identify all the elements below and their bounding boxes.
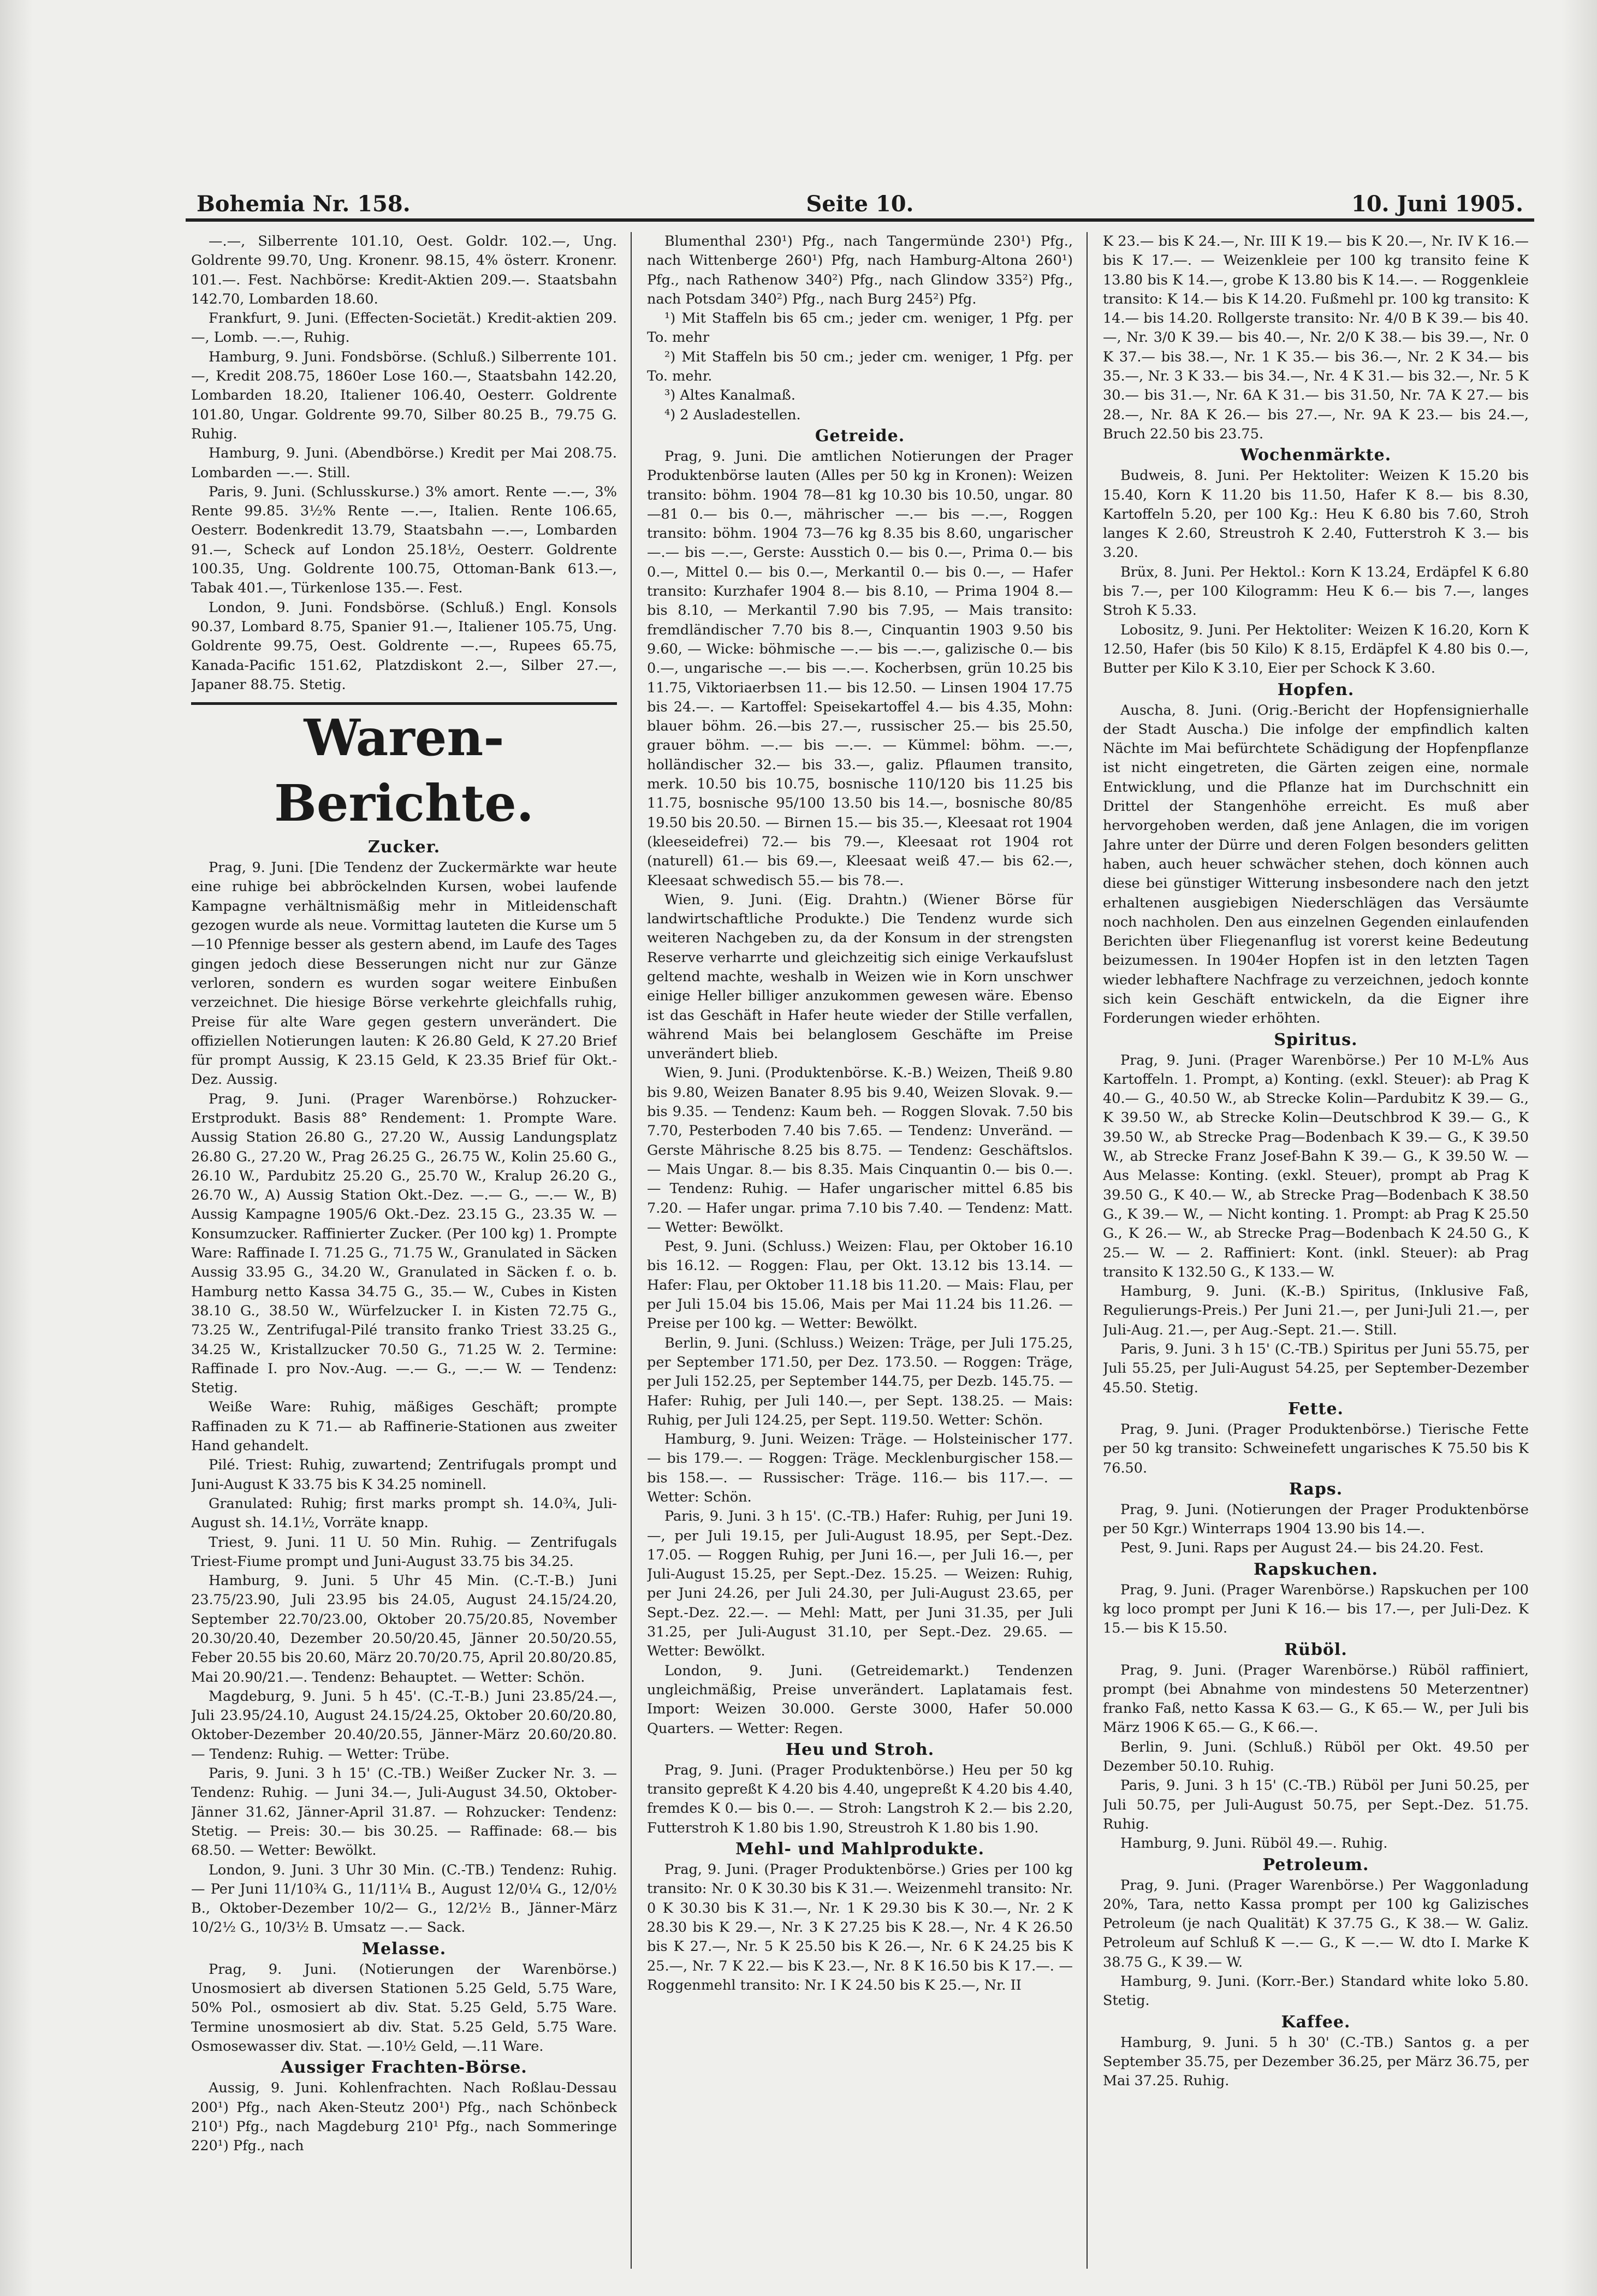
paragraph: Frankfurt, 9. Juni. (Effecten-Societät.) Kredit-aktien 209.—, Lomb. —.—, Ruhig.: [191, 310, 617, 346]
paragraph: Paris, 9. Juni. 3 h 15' (C.-TB.) Spiritus per Juni 55.75, per Juli 55.25, per Juli-August 54.25, per September-Dezember 45.50. Stetig.: [1103, 1341, 1529, 1396]
section-heading: Heu und Stroh.: [785, 1740, 935, 1759]
paragraph: Prag, 9. Juni. (Prager Warenbörse.) Rüböl raffiniert, prompt (bei Abnahme von mindestens 50 Meterzentner) franko Faß, netto Kassa K 63.— G., K 65.— W., per Juli bis März 1906 K 65.— G., K 66.—.: [1103, 1662, 1529, 1736]
paragraph: Pest, 9. Juni. (Schluss.) Weizen: Flau, per Oktober 16.10 bis 16.12. — Roggen: Flau, per Okt. 13.12 bis 13.14. — Hafer: Flau, per Oktober 11.18 bis 11.20. — Mais: Flau, per per Juli 15.04 bis 15.06, Mais per Mai 11.24 bis 11.26. — Preise per 100 kg. — Wetter: Bewölkt.: [647, 1238, 1073, 1332]
footnote: ⁴) 2 Ausladestellen.: [664, 406, 801, 423]
column-2: [647, 232, 1073, 2269]
section-heading: Hopfen.: [1277, 680, 1355, 699]
column-1: [191, 232, 617, 2269]
paragraph: Prag, 9. Juni. (Notierungen der Warenbörse.) Unosmosiert ab diversen Stationen 5.25 Geld, 5.75 Ware, 50% Pol., osmosiert ab div. Stat. 5.25 Geld, 5.75 Ware. Termine unosmosiert ab div. Stat. 5.25 Geld, 5.75 Ware. Osmosewasser div. Stat. —.10½ Geld, —.11 Ware.: [191, 1961, 617, 2055]
paragraph: Wien, 9. Juni. (Produktenbörse. K.-B.) Weizen, Theiß 9.80 bis 9.80, Weizen Banater 8.95 bis 9.40, Weizen Slovak. 9.— bis 9.35. — Tendenz: Kaum beh. — Roggen Slovak. 7.50 bis 7.70, Pesterboden 7.40 bis 7.65. — Tendenz: Unveränd. — Gerste Mährische 8.25 bis 8.75. — Tendenz: Geschäftslos. — Mais Ungar. 8.— bis 8.35. Mais Cinquantin 0.— bis 0.—. — Tendenz: Ruhig. — Hafer ungarischer mittel 6.85 bis 7.20. — Hafer ungar. prima 7.10 bis 7.40. — Tendenz: Matt. — Wetter: Bewölkt.: [647, 1065, 1073, 1236]
paragraph: Paris, 9. Juni. (Schlusskurse.) 3% amort. Rente —.—, 3% Rente 99.85. 3½% Rente —.—, Italien. Rente 106.65, Oesterr. Bodenkredit 13.79, Staatsbahn —.—, Lombarden 91.—, Scheck auf London 25.18½, Oesterr. Goldrente 100.35, Ung. Goldrente 100.75, Ottoman-Bank 613.—, Tabak 401.—, Türkenlose 135.—. Fest.: [191, 483, 617, 597]
paragraph: Berlin, 9. Juni. (Schluß.) Rüböl per Okt. 49.50 per Dezember 50.10. Ruhig.: [1103, 1739, 1529, 1775]
paragraph: Aussig, 9. Juni. Kohlenfrachten. Nach Roßlau-Dessau 200¹) Pfg., nach Aken-Steutz 200¹) Pfg., nach Schönbeck 210¹) Pfg., nach Magdeburg 210¹ Pfg., nach Sommeringe 220¹) Pfg., nach: [191, 2080, 617, 2155]
paragraph: Hamburg, 9. Juni. (K.-B.) Spiritus, (Inklusive Faß, Regulierungs-Preis.) Per Juni 21.—, per Juni-Juli 21.—, per Juli-Aug. 21.—, per Aug.-Sept. 21.—. Still.: [1103, 1283, 1529, 1338]
column-3: [1103, 232, 1529, 2269]
paragraph: Hamburg, 9. Juni. Weizen: Träge. — Holsteinischer 177.— bis 179.—. — Roggen: Träge. Mecklenburgischer 158.— bis 158.—. — Russischer: Träge. 116.— bis 117.—. — Wetter: Schön.: [647, 1431, 1073, 1505]
paragraph: Berlin, 9. Juni. (Schluss.) Weizen: Träge, per Juli 175.25, per September 171.50, per Dez. 173.50. — Roggen: Träge, per Juli 152.25, per September 144.75, per Dezb. 145.75. — Hafer: Ruhig, per Juli 140.—, per Sept. 138.25. — Mais: Ruhig, per Juli 124.25, per Sept. 119.50. Wetter: Schön.: [647, 1334, 1073, 1428]
paragraph: Prag, 9. Juni. (Notierungen der Prager Produktenbörse per 50 Kgr.) Winterraps 1904 13.90 bis 14.—.: [1103, 1501, 1529, 1538]
paragraph: Weiße Ware: Ruhig, mäßiges Geschäft; prompte Raffinaden zu K 71.— ab Raffinerie-Stationen aus zweiter Hand gehandelt.: [191, 1399, 617, 1455]
paragraph: Prag, 9. Juni. (Prager Warenbörse.) Rohzucker-Erstprodukt. Basis 88° Rendement: 1. Prompte Ware. Aussig Station 26.80 G., 27.20 W., Aussig Landungsplatz 26.80 G., 27.20 W., Prag 26.25 G., 26.75 W., Kolin 25.60 G., 26.10 W., Pardubitz 25.20 G., 25.70 W., Kralup 26.20 G., 26.70 W., A) Aussig Station Okt.-Dez. —.— G., —.— W., B) Aussig Kampagne 1905/6 Okt.-Dez. 23.15 G., 23.35 W. — Konsumzucker. Raffinierter Zucker. (Per 100 kg) 1. Prompte Ware: Raffinade I. 71.25 G., 71.75 W., Granulated in Säcken Aussig 33.95 G., 34.20 W., Granulated in Säcken f. o. b. Hamburg netto Kassa 34.75 G., 35.— W., Cubes in Kisten 38.10 G., 38.50 W., Würfelzucker I. in Kisten 72.75 G., 73.25 W., Zentrifugal-Pilé transito franko Triest 33.25 G., 34.25 W., Kristallzucker 70.50 G., 71.25 W. 2. Termine: Raffinade I. pro Nov.-Aug. —.— G., —.— W. — Tendenz: Stetig.: [191, 1090, 617, 1397]
page-number: Seite 10.: [806, 191, 914, 217]
section-heading: Rüböl.: [1284, 1640, 1347, 1659]
paragraph: Hamburg, 9. Juni. (Abendbörse.) Kredit per Mai 208.75. Lombarden —.—. Still.: [191, 445, 617, 481]
section-heading: Mehl- und Mahlprodukte.: [735, 1840, 985, 1859]
paragraph: Auscha, 8. Juni. (Orig.-Bericht der Hopfensignierhalle der Stadt Auscha.) Die infolge der empfindlich kalten Nächte im Mai befürchtete Schädigung der Hopfenpflanze ist nicht eingetreten, die Gärten zeigen eine, normale Entwicklung, und die Pflanze hat im Durchschnitt ein Drittel der Stangenhöhe erreicht. Es muß aber hervorgehoben werden, daß jene Anlagen, die im vorigen Jahre unter der Dürre und deren Folgen besonders gelitten haben, auch heuer schwächer stehen, doch können auch diese bei günstiger Witterung insbesondere nach den jetzt erhaltenen ausgiebigen Niederschlägen das Versäumte noch nachholen. Den aus einzelnen Gegenden einlaufenden Berichten über Fliegenanflug ist vorerst keine Bedeutung beizumessen. In 1904er Hopfen ist in den letzten Tagen wieder lebhaftere Nachfrage zu verzeichnen, jedoch konnte sich kein Geschäft entwickeln, da die Eigner ihre Forderungen wieder erhöhten.: [1103, 702, 1529, 1027]
paragraph: Pilé. Triest: Ruhig, zuwartend; Zentrifugals prompt und Juni-August K 33.75 bis K 34.25 nominell.: [191, 1457, 617, 1493]
section-heading: Spiritus.: [1274, 1030, 1358, 1049]
paragraph: Hamburg, 9. Juni. Fondsbörse. (Schluß.) Silberrente 101.—, Kredit 208.75, 1860er Lose 160.—, Staatsbahn 142.20, Lombarden 18.20, Italiener 106.40, Oesterr. Goldrente 101.80, Ungar. Goldrente 99.70, Silber 80.25 B., 79.75 G. Ruhig.: [191, 348, 617, 442]
paragraph: London, 9. Juni. (Getreidemarkt.) Tendenzen ungleichmäßig, Preise unverändert. Laplatamais fest. Import: Weizen 30.000. Gerste 3000, Hafer 50.000 Quarters. — Wetter: Regen.: [647, 1662, 1073, 1737]
column-rule: [1087, 232, 1088, 2269]
paragraph: Hamburg, 9. Juni. Rüböl 49.—. Ruhig.: [1120, 1835, 1388, 1852]
paragraph: Prag, 9. Juni. (Prager Warenbörse.) Per Waggonladung 20%, Tara, netto Kassa prompt per 100 kg Galizisches Petroleum (je nach Qualität) K 37.75 G., K 38.— W. Galiz. Petroleum auf Schluß K —.— G., K —.— W. dto I. Marke K 38.75 G., K 39.— W.: [1103, 1877, 1529, 1971]
section-heading: Rapskuchen.: [1254, 1559, 1378, 1579]
paragraph: Prag, 9. Juni. [Die Tendenz der Zuckermärkte war heute eine ruhige bei abbröckelnden Kursen, wobei laufende Kampagne verhältnismäßig mehr in Mitleidenschaft gezogen wurde als neue. Vormittag lauteten die Kurse um 5—10 Pfennige besser als gestern abend, im Laufe des Tages gingen jedoch diese Besserungen nicht nur zur Gänze verloren, sondern es wurden sogar weitere Einbußen verzeichnet. Die hiesige Börse verkehrte gleichfalls ruhig, Preise für alte Ware gegen gestern unverändert. Die offiziellen Notierungen lauten: K 26.80 Geld, K 27.20 Brief für prompt Aussig, K 23.15 Geld, K 23.35 Brief für Okt.-Dez. Aussig.: [191, 859, 617, 1088]
section-headline: Waren-Berichte.: [191, 702, 617, 836]
paragraph: —.—, Silberrente 101.10, Oest. Goldr. 102.—, Ung. Goldrente 99.70, Ung. Kronenr. 98.15, 4% österr. Kronenr. 101.—. Fest. Nachbörse: Kredit-Aktien 209.—. Staatsbahn 142.70, Lombarden 18.60.: [191, 233, 617, 307]
paragraph: Blumenthal 230¹) Pfg., nach Tangermünde 230¹) Pfg., nach Wittenberge 260¹) Pfg, nach Hamburg-Altona 260¹) Pfg., nach Rathenow 340²) Pfg., nach Glindow 335²) Pfg., nach Potsdam 340²) Pfg., nach Burg 245²) Pfg.: [647, 233, 1073, 307]
section-heading: Aussiger Frachten-Börse.: [281, 2058, 527, 2078]
paragraph: Budweis, 8. Juni. Per Hektoliter: Weizen K 15.20 bis 15.40, Korn K 11.20 bis 11.50, Hafer K 8.— bis 8.30, Kartoffeln 5.20, per 100 Kg.: Heu K 6.80 bis 7.60, Stroh langes K 2.60, Streustroh K 2.40, Futterstroh K 3.— bis 3.20.: [1103, 467, 1529, 561]
footnote: ²) Mit Staffeln bis 50 cm.; jeder cm. weniger, 1 Pfg. per To. mehr.: [647, 348, 1073, 385]
paragraph: Prag, 9. Juni. (Prager Produktenbörse.) Tierische Fette per 50 kg transito: Schweinefett ungarisches K 75.50 bis K 76.50.: [1103, 1421, 1529, 1476]
paragraph: Prag, 9. Juni. (Prager Warenbörse.) Per 10 M-L% Aus Kartoffeln. 1. Prompt, a) Konting. (exkl. Steuer): ab Prag K 40.— G., 40.50 W., ab Strecke Kolin—Pardubitz K 39.— G., K 39.50 W., ab Strecke Kolin—Deutschbrod K 39.— G., K 39.50 W., ab Strecke Prag—Bodenbach K 39.— G., K 39.50 W., ab Strecke Franz Josef-Bahn K 39.— G., K 39.50 W. — Aus Melasse: Konting. (exkl. Steuer), prompt ab Prag K 39.50 G., K 40.— W., ab Strecke Prag—Bodenbach K 38.50 G., K 39.— W., — Nicht konting. 1. Prompt: ab Prag K 25.50 G., K 26.— W., ab Strecke Prag—Bodenbach K 24.50 G., K 25.— W. — 2. Raffiniert: Kont. (inkl. Steuer): ab Prag transito K 132.50 G., K 133.— W.: [1103, 1052, 1529, 1280]
paragraph: Brüx, 8. Juni. Per Hektol.: Korn K 13.24, Erdäpfel K 6.80 bis 7.—, per 100 Kilogramm: Heu K 6.— bis 7.—, langes Stroh K 5.33.: [1103, 563, 1529, 619]
issue-date: 10. Juni 1905.: [1351, 191, 1523, 217]
paragraph: Wien, 9. Juni. (Eig. Drahtn.) (Wiener Börse für landwirtschaftliche Produkte.) Die Tendenz wurde sich weiteren Nachgeben zu, da der Konsum in der strengsten Reserve verharrte und gleichzeitig sich einige Verkaufslust geltend machte, weshalb in Weizen wie in Korn unschwer einige Heller billiger anzukommen gewesen wäre. Ebenso ist das Geschäft in Hafer heute wieder der Stille verfallen, während Mais bei belanglosem Geschäfte im Preise unverändert blieb.: [647, 891, 1073, 1063]
paragraph: Paris, 9. Juni. 3 h 15'. (C.-TB.) Hafer: Ruhig, per Juni 19.—, per Juli 19.15, per Juli-August 18.95, per Sept.-Dez. 17.05. — Roggen Ruhig, per Juni 16.—, per Juli 16.—, per Juli-August 15.25, per Sept.-Dez. 15.25. — Weizen: Ruhig, per Juni 24.26, per Juli 24.30, per Juli-August 23.65, per Sept.-Dez. 22.—. — Mehl: Matt, per Juni 31.35, per Juli 31.25, per Juli-August 31.10, per Sept.-Dez. 29.65. — Wetter: Bewölkt.: [647, 1508, 1073, 1660]
paragraph: London, 9. Juni. Fondsbörse. (Schluß.) Engl. Konsols 90.37, Lombard 8.75, Spanier 91.—, Italiener 105.75, Ung. Goldrente 99.75, Oest. Goldrente —.—, Rupees 65.75, Kanada-Pacific 151.62, Platzdiskont 2.—, Silber 27.—, Japaner 88.75. Stetig.: [191, 599, 617, 693]
masthead-issue: Bohemia Nr. 158.: [197, 191, 411, 217]
paragraph: Magdeburg, 9. Juni. 5 h 45'. (C.-T.-B.) Juni 23.85/24.—, Juli 23.95/24.10, August 24.15/24.25, Oktober 20.60/20.80, Oktober-Dezember 20.40/20.55, Jänner-März 20.60/20.80. — Tendenz: Ruhig. — Wetter: Trübe.: [191, 1688, 617, 1763]
section-heading: Melasse.: [361, 1939, 447, 1959]
section-heading: Fette.: [1288, 1399, 1344, 1419]
footnote: ¹) Mit Staffeln bis 65 cm.; jeder cm. weniger, 1 Pfg. per To. mehr: [647, 310, 1073, 346]
section-heading: Wochenmärkte.: [1240, 446, 1392, 465]
footnote: ³) Altes Kanalmaß.: [664, 387, 795, 404]
section-heading: Raps.: [1289, 1479, 1343, 1499]
paragraph: Paris, 9. Juni. 3 h 15' (C.-TB.) Rüböl per Juni 50.25, per Juli 50.75, per Juli-August 50.75, per Sept.-Dez. 51.75. Ruhig.: [1103, 1777, 1529, 1832]
paragraph: Prag, 9. Juni. Die amtlichen Notierungen der Prager Produktenbörse lauten (Alles per 50 kg in Kronen): Weizen transito: böhm. 1904 78—81 kg 10.30 bis 10.50, ungar. 80—81 0.— bis 0.—, mährischer —.— bis —.—, Roggen transito: böhm. 1904 73—76 kg 8.35 bis 8.60, ungarischer —.— bis —.—, Gerste: Ausstich 0.— bis 0.—, Prima 0.— bis 0.—, Mittel 0.— bis 0.—, Merkantil 0.— bis 0.—, — Hafer transito: Kurzhafer 1904 8.— bis 8.10, — Prima 1904 8.— bis 8.10, — Merkantil 7.90 bis 7.95, — Mais transito: fremdländischer 7.70 bis 8.—, Cinquantin 1903 9.50 bis 9.60, — Wicke: böhmische —.— bis —.—, galizische 0.— bis 0.—, ungarische —.— bis —.—. Kocherbsen, grün 10.25 bis 11.75, Viktoriaerbsen 11.— bis 12.50. — Linsen 1904 17.75 bis 24.—. — Kartoffel: Speisekartoffel 4.— bis 4.35, Mohn: blauer böhm. 26.—bis 27.—, russischer 25.— bis 25.50, grauer böhm. —.— bis —.—. — Kümmel: böhm. —.—, holländischer 32.— bis 33.—, galiz. Pflaumen transito, merk. 10.50 bis 10.75, bosnische 110/120 bis 11.25 bis 11.75, bosnische 95/100 13.50 bis 14.—, bosnische 80/85 19.50 bis 20.50. — Birnen 15.— bis 35.—, Kleesaat rot 1904 (kleeseidefrei) 72.— bis 79.—, Kleesaat rot 1904 rot (naturell) 61.— bis 69.—, Kleesaat weiß 47.— bis 62.—, Kleesaat schwedisch 55.— bis 78.—.: [647, 448, 1073, 889]
paragraph: Triest, 9. Juni. 11 U. 50 Min. Ruhig. — Zentrifugals Triest-Fiume prompt und Juni-August 33.75 bis 34.25.: [191, 1534, 617, 1570]
paragraph: Prag, 9. Juni. (Prager Warenbörse.) Rapskuchen per 100 kg loco prompt per Juni K 16.— bis 17.—, per Juli-Dez. K 15.— bis K 15.50.: [1103, 1581, 1529, 1637]
column-rule: [631, 232, 632, 2269]
page-header: [186, 180, 1534, 222]
section-heading: Zucker.: [367, 838, 441, 857]
newspaper-page: [186, 180, 1534, 2271]
paragraph: K 23.— bis K 24.—, Nr. III K 19.— bis K 20.—, Nr. IV K 16.— bis K 17.—. — Weizenkleie per 100 kg transito feine K 13.80 bis K 14.—, grobe K 13.80 bis K 14.—. — Roggenkleie transito: K 14.— bis K 14.20. Fußmehl pr. 100 kg transito: K 14.— bis 14.20. Rollgerste transito: Nr. 4/0 B K 39.— bis 40.—, Nr. 3/0 K 39.— bis 40.—, Nr. 2/0 K 38.— bis 39.—, Nr. 0 K 37.— bis 38.—, Nr. 1 K 35.— bis 36.—, Nr. 2 K 34.— bis 35.—, Nr. 3 K 33.— bis 34.—, Nr. 4 K 31.— bis 32.—, Nr. 5 K 30.— bis 31.—, Nr. 6A K 31.— bis 31.50, Nr. 7A K 27.— bis 28.—, Nr. 8A K 26.— bis 27.—, Nr. 9A K 23.— bis 24.—, Bruch 22.50 bis 23.75.: [1103, 233, 1529, 442]
paragraph: Hamburg, 9. Juni. 5 h 30' (C.-TB.) Santos g. a per September 35.75, per Dezember 36.25, per März 36.75, per Mai 37.25. Ruhig.: [1103, 2034, 1529, 2090]
section-heading: Getreide.: [815, 426, 905, 446]
section-heading: Kaffee.: [1281, 2012, 1351, 2032]
paragraph: London, 9. Juni. 3 Uhr 30 Min. (C.-TB.) Tendenz: Ruhig. — Per Juni 11/10¾ G., 11/11¼ B., August 12/0¼ G., 12/0½ B., Oktober-Dezember 10/2— G., 12/2½ B., Jänner-März 10/2½ G., 10/3½ B. Umsatz —.— Sack.: [191, 1861, 617, 1936]
paragraph: Prag, 9. Juni. (Prager Produktenbörse.) Heu per 50 kg transito gepreßt K 4.20 bis 4.40, ungepreßt K 4.20 bis 4.40, fremdes K 0.— bis 0.—. — Stroh: Langstroh K 2.— bis 2.20, Futterstroh K 1.80 bis 1.90, Streustroh K 1.80 bis 1.90.: [647, 1761, 1073, 1836]
paragraph: Hamburg, 9. Juni. (Korr.-Ber.) Standard white loko 5.80. Stetig.: [1103, 1973, 1529, 2009]
paragraph: Paris, 9. Juni. 3 h 15' (C.-TB.) Weißer Zucker Nr. 3. — Tendenz: Ruhig. — Juni 34.—, Juli-August 34.50, Oktober-Jänner 31.62, Jänner-April 31.87. — Rohzucker: Tendenz: Stetig. — Preis: 30.— bis 30.25. — Raffinade: 68.— bis 68.50. — Wetter: Bewölkt.: [191, 1765, 617, 1859]
section-heading: Petroleum.: [1262, 1855, 1369, 1874]
paragraph: Granulated: Ruhig; first marks prompt sh. 14.0¾, Juli-August sh. 14.1½, Vorräte knapp.: [191, 1495, 617, 1532]
paragraph: Hamburg, 9. Juni. 5 Uhr 45 Min. (C.-T.-B.) Juni 23.75/23.90, Juli 23.95 bis 24.05, August 24.15/24.20, September 22.70/23.00, Oktober 20.75/20.85, November 20.30/20.40, Dezember 20.50/20.45, Jänner 20.50/20.55, Feber 20.55 bis 20.60, März 20.70/20.75, April 20.80/20.85, Mai 20.90/21.—. Tendenz: Behauptet. — Wetter: Schön.: [191, 1573, 617, 1686]
paragraph: Lobositz, 9. Juni. Per Hektoliter: Weizen K 16.20, Korn K 12.50, Hafer (bis 50 Kilo) K 8.15, Erdäpfel K 4.80 bis 0.—, Butter per Kilo K 3.10, Eier per Schock K 3.60.: [1103, 621, 1529, 677]
paragraph: Pest, 9. Juni. Raps per August 24.— bis 24.20. Fest.: [1120, 1540, 1484, 1557]
paragraph: Prag, 9. Juni. (Prager Produktenbörse.) Gries per 100 kg transito: Nr. 0 K 30.30 bis K 31.—. Weizenmehl transito: Nr. 0 K 30.30 bis K 31.—, Nr. 1 K 29.30 bis K 30.—, Nr. 2 K 28.30 bis K 29.—, Nr. 3 K 27.25 bis K 28.—, Nr. 4 K 26.50 bis K 27.—, Nr. 5 K 25.50 bis K 26.—, Nr. 6 K 24.25 bis K 25.—, Nr. 7 K 22.— bis K 23.—, Nr. 8 K 16.50 bis K 17.—. — Roggenmehl transito: Nr. I K 24.50 bis K 25.—, Nr. II: [647, 1861, 1073, 1994]
